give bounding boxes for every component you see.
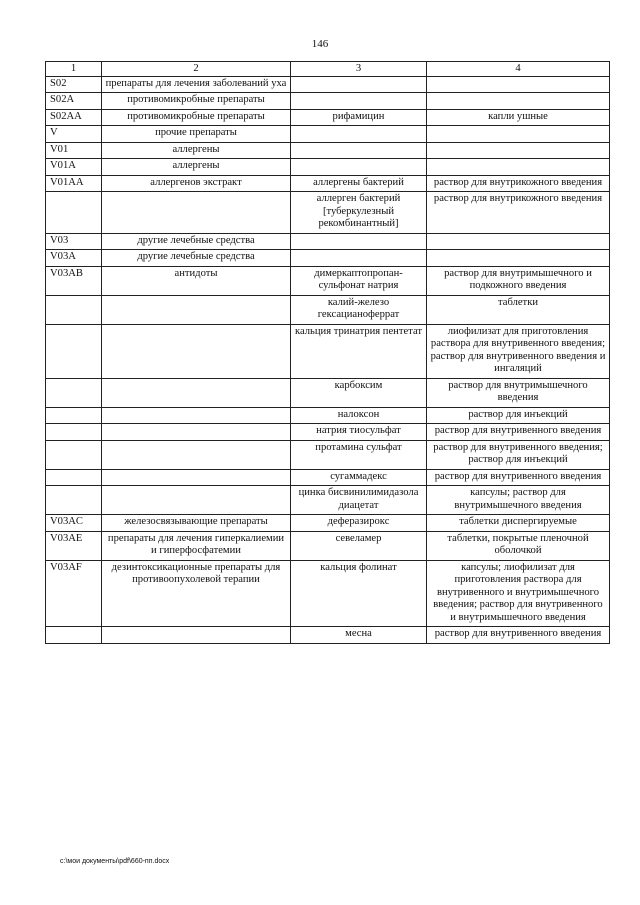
group-name: противомикробные препараты [102, 109, 291, 126]
group-name: железосвязывающие препараты [102, 515, 291, 532]
header-col-1: 1 [46, 62, 102, 77]
group-name [102, 486, 291, 515]
atc-code: V01 [46, 142, 102, 159]
substance-name: месна [291, 627, 427, 644]
substance-name: аллерген бактерий [туберкулезный рекомбинантный] [291, 192, 427, 234]
group-name: дезинтоксикационные препараты для противоопухолевой терапии [102, 560, 291, 627]
group-name [102, 192, 291, 234]
group-name [102, 407, 291, 424]
group-name [102, 627, 291, 644]
group-name [102, 440, 291, 469]
atc-code [46, 424, 102, 441]
dosage-form [427, 233, 610, 250]
substance-name: димеркаптопропан-сульфонат натрия [291, 266, 427, 295]
table-row [46, 76, 610, 93]
atc-code: V01AA [46, 175, 102, 192]
dosage-form: раствор для внутривенного введения [427, 469, 610, 486]
dosage-form: раствор для инъекций [427, 407, 610, 424]
table-row [46, 469, 610, 486]
group-name: аллергены [102, 159, 291, 176]
atc-code [46, 378, 102, 407]
group-name: другие лечебные средства [102, 233, 291, 250]
atc-code [46, 324, 102, 378]
atc-code: S02AA [46, 109, 102, 126]
table-row [46, 378, 610, 407]
substance-name [291, 126, 427, 143]
table-row [46, 627, 610, 644]
atc-code: V03AE [46, 531, 102, 560]
group-name: противомикробные препараты [102, 93, 291, 110]
group-name: аллергенов экстракт [102, 175, 291, 192]
atc-code [46, 440, 102, 469]
dosage-form [427, 250, 610, 267]
header-col-4: 4 [427, 62, 610, 77]
table-row [46, 109, 610, 126]
dosage-form: таблетки [427, 295, 610, 324]
dosage-form [427, 142, 610, 159]
dosage-form: лиофилизат для приготовления раствора для внутривенного введения; раствор для внутривенного введения и ингаляций [427, 324, 610, 378]
group-name [102, 378, 291, 407]
header-row [46, 62, 610, 77]
atc-code [46, 486, 102, 515]
group-name [102, 324, 291, 378]
atc-code: V01A [46, 159, 102, 176]
dosage-form: раствор для внутримышечного и подкожного введения [427, 266, 610, 295]
atc-code: V03AB [46, 266, 102, 295]
substance-name [291, 76, 427, 93]
table-row [46, 250, 610, 267]
dosage-form: капсулы; раствор для внутримышечного введения [427, 486, 610, 515]
dosage-form [427, 76, 610, 93]
table-row [46, 440, 610, 469]
atc-code [46, 407, 102, 424]
atc-code: V03A [46, 250, 102, 267]
dosage-form [427, 93, 610, 110]
substance-name: деферазирокс [291, 515, 427, 532]
group-name [102, 424, 291, 441]
table-row [46, 175, 610, 192]
page-number: 146 [311, 38, 329, 50]
group-name: антидоты [102, 266, 291, 295]
table-row [46, 266, 610, 295]
substance-name [291, 233, 427, 250]
table-row [46, 126, 610, 143]
table-row [46, 233, 610, 250]
header-col-2: 2 [102, 62, 291, 77]
group-name [102, 295, 291, 324]
atc-code: V03 [46, 233, 102, 250]
substance-name: протамина сульфат [291, 440, 427, 469]
substance-name [291, 159, 427, 176]
table-row [46, 424, 610, 441]
table-row [46, 295, 610, 324]
dosage-form: таблетки диспергируемые [427, 515, 610, 532]
table-row [46, 159, 610, 176]
dosage-form: капсулы; лиофилизат для приготовления раствора для внутривенного и внутримышечного введения; раствор для внутривенного и внутримышечного введения [427, 560, 610, 627]
atc-code: V03AC [46, 515, 102, 532]
substance-name: кальция тринатрия пентетат [291, 324, 427, 378]
atc-code: S02A [46, 93, 102, 110]
group-name: препараты для лечения заболеваний уха [102, 76, 291, 93]
substance-name: сугаммадекс [291, 469, 427, 486]
dosage-form: капли ушные [427, 109, 610, 126]
substance-name: карбоксим [291, 378, 427, 407]
table-row [46, 142, 610, 159]
substance-name: кальция фолинат [291, 560, 427, 627]
atc-code [46, 295, 102, 324]
substance-name: натрия тиосульфат [291, 424, 427, 441]
substance-name [291, 142, 427, 159]
table-row [46, 324, 610, 378]
atc-code [46, 627, 102, 644]
table-row [46, 531, 610, 560]
substance-name [291, 250, 427, 267]
substance-name: севеламер [291, 531, 427, 560]
footer-file-path: c:\мои документы\pdf\660-пп.docx [60, 858, 170, 865]
group-name: прочие препараты [102, 126, 291, 143]
substance-name [291, 93, 427, 110]
dosage-form: раствор для внутривенного введения; раствор для инъекций [427, 440, 610, 469]
table-row [46, 407, 610, 424]
group-name: другие лечебные средства [102, 250, 291, 267]
substance-name: налоксон [291, 407, 427, 424]
group-name: препараты для лечения гиперкалиемии и гиперфосфатемии [102, 531, 291, 560]
table-row [46, 93, 610, 110]
table-row [46, 560, 610, 627]
atc-code [46, 192, 102, 234]
dosage-form: раствор для внутрикожного введения [427, 175, 610, 192]
substance-name: аллергены бактерий [291, 175, 427, 192]
table-row [46, 515, 610, 532]
dosage-form [427, 159, 610, 176]
dosage-form [427, 126, 610, 143]
substance-name: калий-железо гексацианоферрат [291, 295, 427, 324]
group-name: аллергены [102, 142, 291, 159]
header-col-3: 3 [291, 62, 427, 77]
atc-code: V [46, 126, 102, 143]
dosage-form: раствор для внутримышечного введения [427, 378, 610, 407]
dosage-form: раствор для внутривенного введения [427, 424, 610, 441]
table-row [46, 486, 610, 515]
substance-name: рифамицин [291, 109, 427, 126]
drug-table [45, 61, 610, 644]
dosage-form: раствор для внутривенного введения [427, 627, 610, 644]
substance-name: цинка бисвинилимидазола диацетат [291, 486, 427, 515]
group-name [102, 469, 291, 486]
atc-code: S02 [46, 76, 102, 93]
dosage-form: раствор для внутрикожного введения [427, 192, 610, 234]
table-row [46, 192, 610, 234]
atc-code: V03AF [46, 560, 102, 627]
dosage-form: таблетки, покрытые пленочной оболочкой [427, 531, 610, 560]
atc-code [46, 469, 102, 486]
